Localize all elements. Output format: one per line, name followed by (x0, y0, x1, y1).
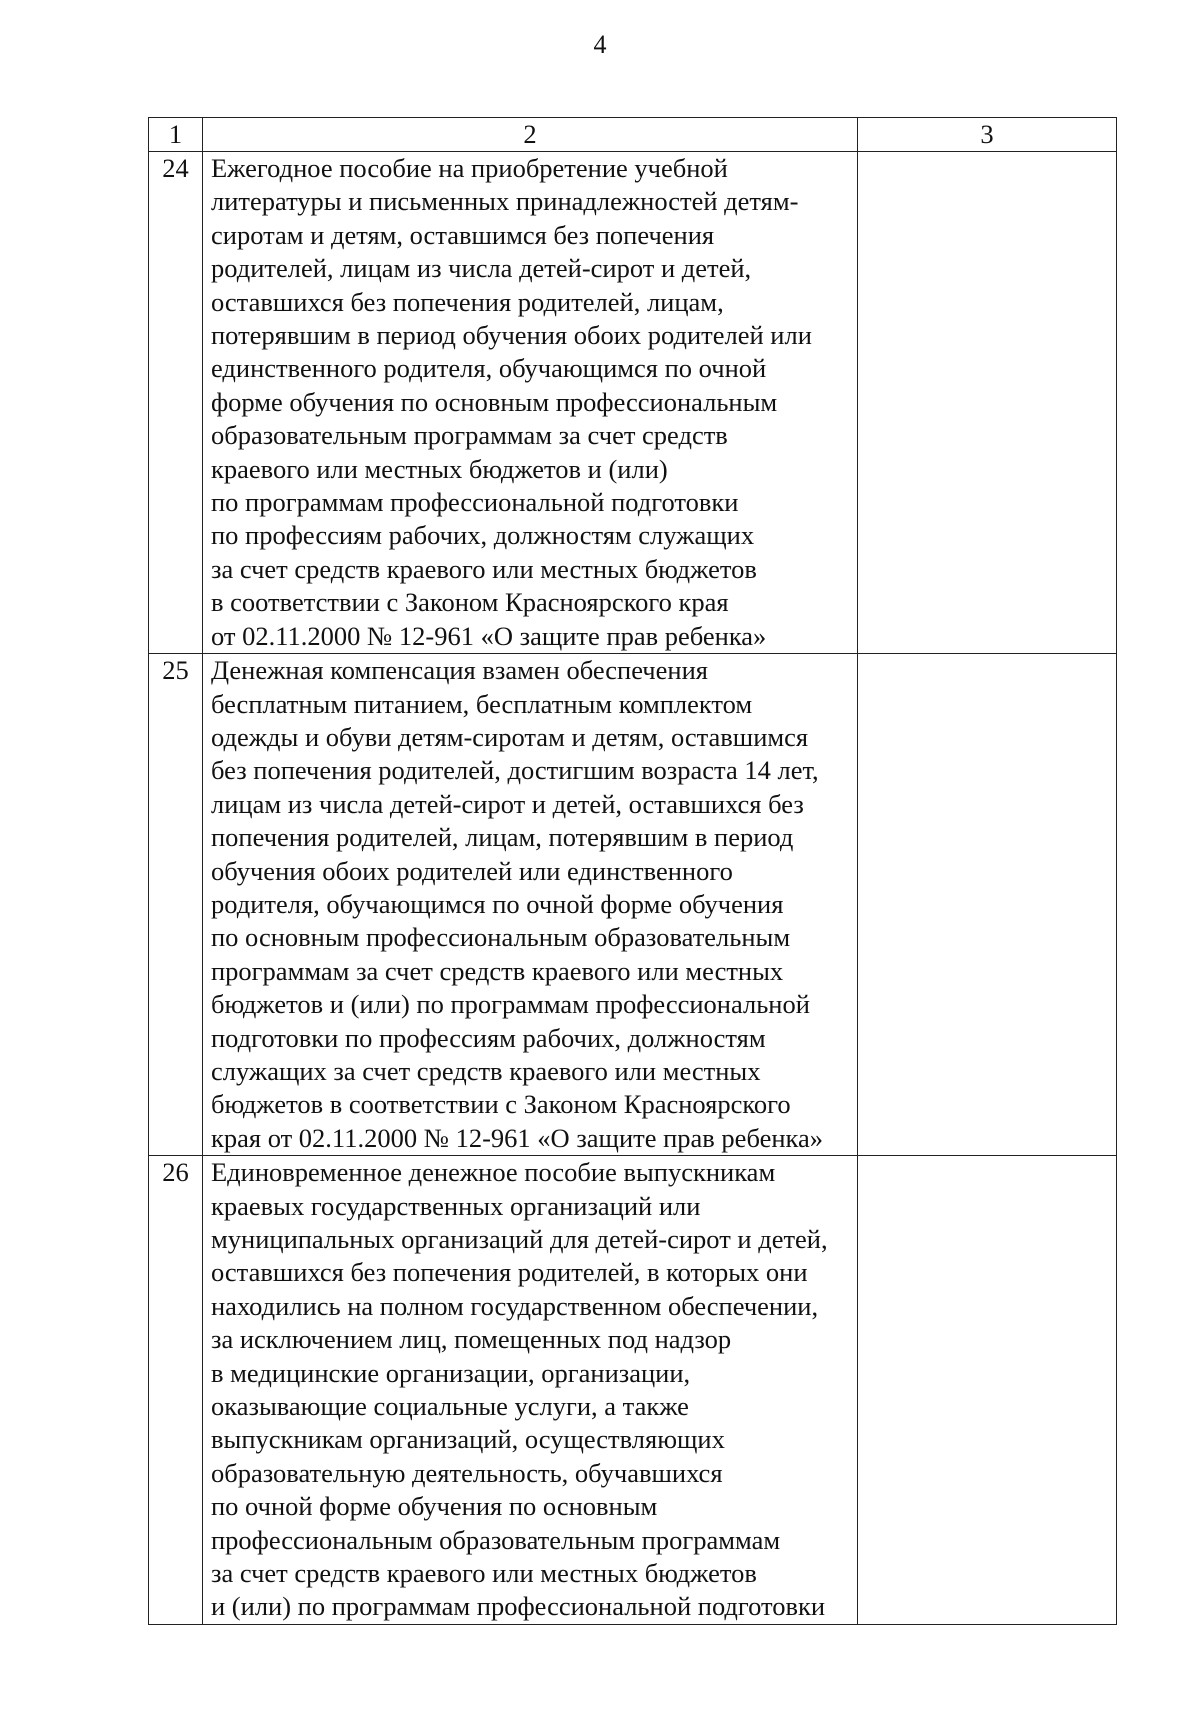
benefit-description (203, 1156, 858, 1625)
description-line: краевых государственных организаций или (211, 1190, 701, 1221)
header-col-2: 2 (203, 118, 858, 152)
description-line: подготовки по профессиям рабочих, должностям (211, 1022, 766, 1053)
description-line: и (или) по программам профессиональной подготовки (211, 1591, 826, 1622)
description-line: за исключением лиц, помещенных под надзор (211, 1324, 732, 1355)
table-body (149, 152, 1117, 1625)
column-3-cell (858, 654, 1117, 1156)
header-col-3: 3 (858, 118, 1117, 152)
description-line: по программам профессиональной подготовки (211, 487, 739, 518)
description-line: муниципальных организаций для детей-сирот и детей, (211, 1224, 828, 1254)
description-line: за счет средств краевого или местных бюджетов (211, 553, 757, 584)
description-line: форме обучения по основным профессиональным (211, 386, 778, 417)
table-row (149, 654, 1117, 1156)
table-row (149, 152, 1117, 654)
benefits-table (148, 117, 1117, 1625)
description-line: краевого или местных бюджетов и (или) (211, 453, 668, 484)
row-number: 26 (149, 1156, 203, 1625)
description-line: от 02.11.2000 № 12-961 «О защите прав ребенка» (211, 620, 767, 651)
description-line: лицам из числа детей-сирот и детей, оставшихся без (211, 788, 804, 819)
description-line: оставшихся без попечения родителей, в которых они (211, 1257, 808, 1288)
description-line: Денежная компенсация взамен обеспечения (211, 655, 708, 686)
description-line: по профессиям рабочих, должностям служащих (211, 520, 755, 551)
column-3-cell (858, 152, 1117, 654)
header-col-1: 1 (149, 118, 203, 152)
description-line: находились на полном государственном обеспечении, (211, 1290, 819, 1321)
description-line: единственного родителя, обучающимся по очной (211, 353, 767, 384)
description-line: бесплатным питанием, бесплатным комплектом (211, 688, 753, 719)
description-line: в медицинские организации, организации, (211, 1357, 691, 1388)
page-number: 4 (593, 30, 607, 59)
description-line: края от 02.11.2000 № 12-961 «О защите прав ребенка» (211, 1122, 824, 1153)
description-line: служащих за счет средств краевого или местных (211, 1055, 761, 1086)
description-line: программам за счет средств краевого или местных (211, 955, 784, 986)
description-line: по основным профессиональным образовательным (211, 922, 791, 953)
description-line: Ежегодное пособие на приобретение учебной (211, 153, 728, 183)
description-line: профессиональным образовательным программам (211, 1524, 781, 1555)
benefit-description (203, 152, 858, 654)
description-line: бюджетов в соответствии с Законом Красноярского (211, 1089, 791, 1120)
column-3-cell (858, 1156, 1117, 1625)
description-line: одежды и обуви детям-сиротам и детям, оставшимся (211, 721, 809, 752)
description-line: за счет средств краевого или местных бюджетов (211, 1558, 757, 1589)
description-line: Единовременное денежное пособие выпускникам (211, 1157, 776, 1188)
description-line: оставшихся без попечения родителей, лицам, (211, 286, 724, 317)
description-line: литературы и письменных принадлежностей детям- (211, 186, 799, 217)
row-number: 25 (149, 654, 203, 1156)
description-line: обучения обоих родителей или единственного (211, 855, 733, 886)
description-line: по очной форме обучения по основным (211, 1491, 658, 1522)
table-row (149, 1156, 1117, 1625)
description-line: образовательную деятельность, обучавшихся (211, 1457, 723, 1488)
description-line: сиротам и детям, оставшимся без попечения (211, 219, 715, 250)
description-line: бюджетов и (или) по программам профессиональной (211, 989, 810, 1020)
description-line: в соответствии с Законом Красноярского края (211, 587, 729, 618)
benefit-description (203, 654, 858, 1156)
description-line: образовательным программам за счет средств (211, 420, 728, 451)
row-number: 24 (149, 152, 203, 654)
description-line: родителя, обучающимся по очной форме обучения (211, 888, 784, 919)
table-header-row (149, 118, 1117, 152)
description-line: попечения родителей, лицам, потерявшим в период (211, 822, 794, 853)
description-line: выпускникам организаций, осуществляющих (211, 1424, 725, 1455)
description-line: родителей, лицам из числа детей-сирот и детей, (211, 253, 752, 284)
description-line: без попечения родителей, достигшим возраста 14 лет, (211, 755, 819, 786)
description-line: оказывающие социальные услуги, а также (211, 1391, 689, 1422)
description-line: потерявшим в период обучения обоих родителей или (211, 320, 812, 351)
